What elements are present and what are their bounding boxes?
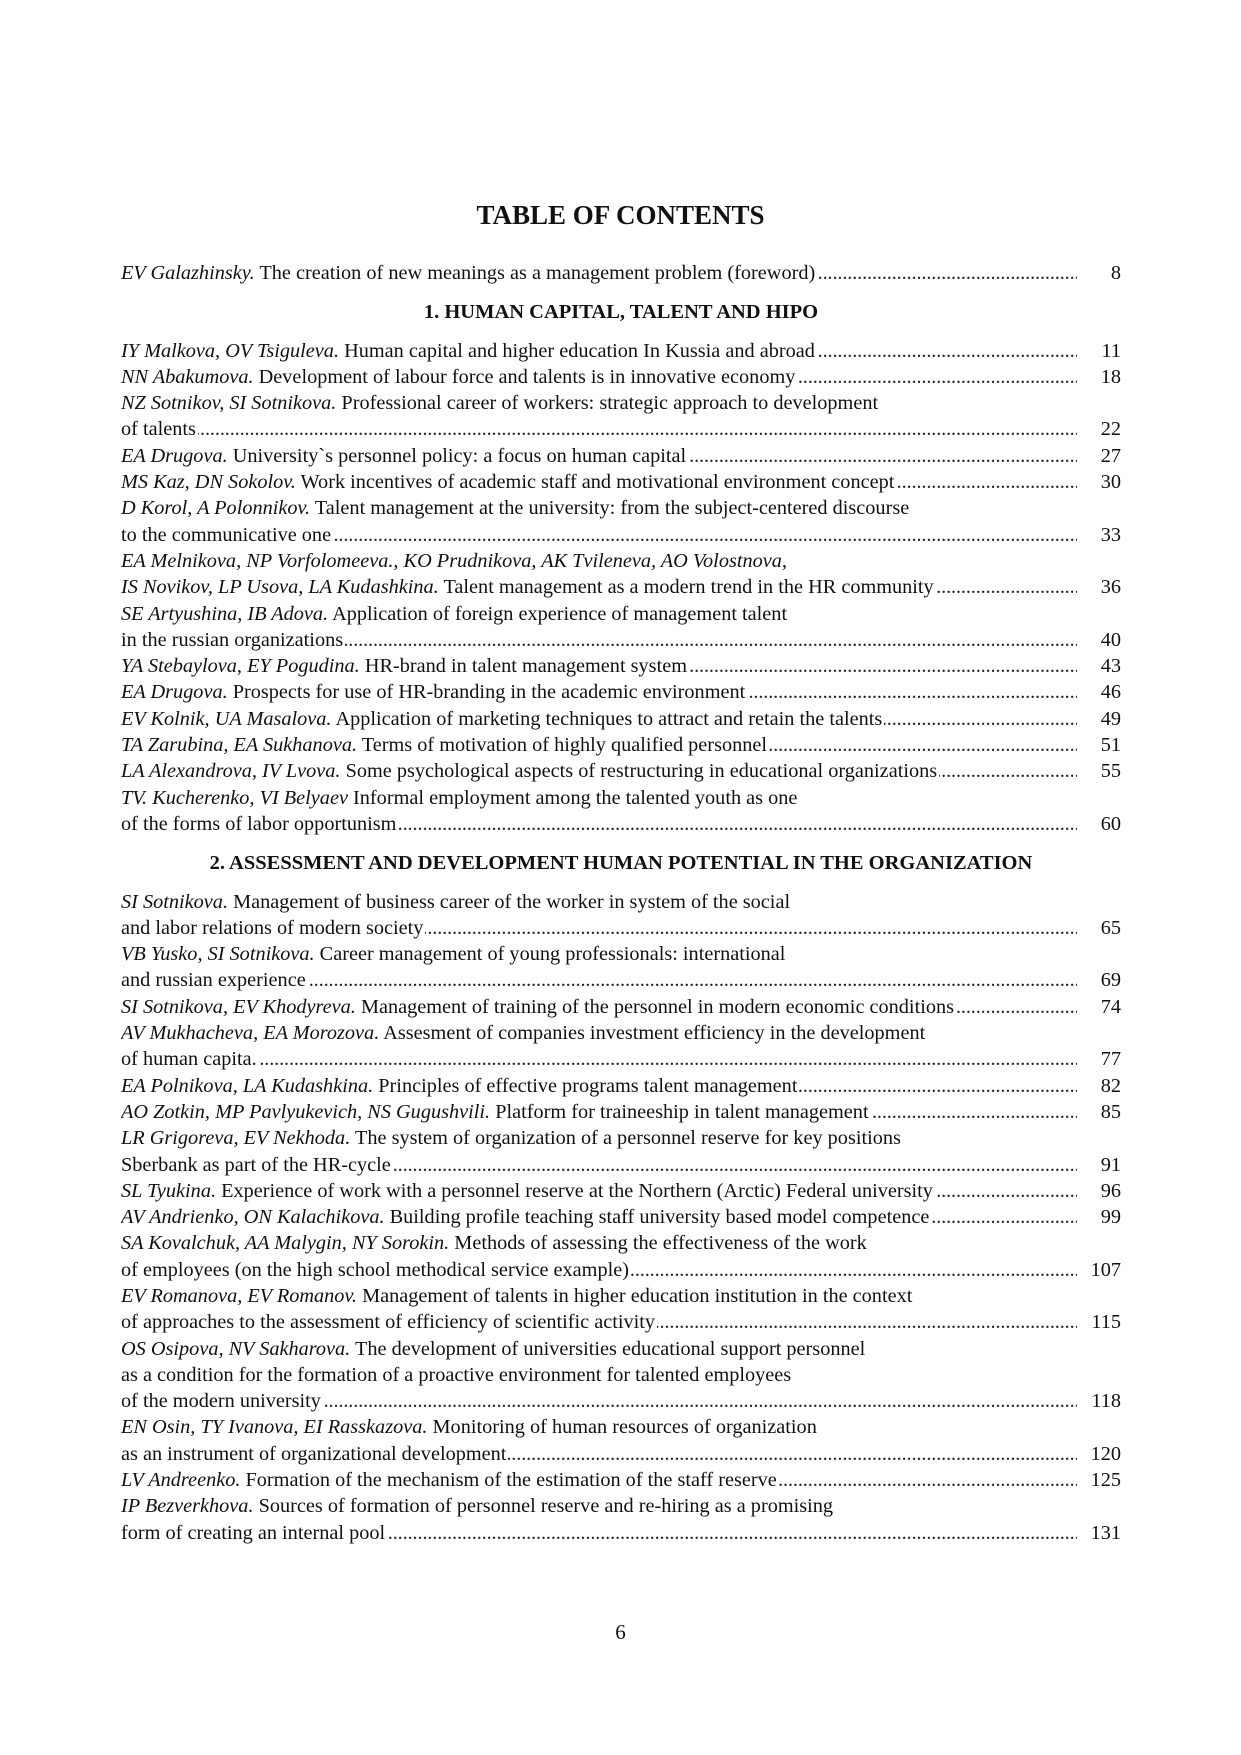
entry-line	[121, 1152, 1121, 1178]
entry-page-number: 85	[1077, 1099, 1121, 1125]
entry-author: NN Abakumova.	[121, 365, 254, 388]
entry-page-number: 55	[1077, 758, 1121, 784]
entry-author: AO Zotkin, MP Pavlyukevich, NS Gugushvili.	[121, 1100, 491, 1123]
toc-entry	[121, 785, 1121, 838]
entry-title: Prospects for use of HR-branding in the academic environment	[227, 681, 746, 704]
entry-author: EA Drugova.	[121, 681, 228, 704]
entry-title: Application of foreign experience of management talent	[328, 602, 788, 625]
entry-text	[121, 576, 936, 598]
foreword-entry	[121, 260, 1121, 286]
entry-author: IY Malkova, OV Tsiguleva.	[121, 339, 340, 362]
entry-text	[121, 1127, 903, 1149]
entry-text	[121, 1154, 393, 1176]
entry-line	[121, 364, 1121, 390]
entry-author: TV. Kucherenko, VI Belyaev	[121, 786, 348, 809]
entry-title: The creation of new meanings as a management problem (foreword)	[254, 262, 816, 284]
entry-text	[121, 392, 880, 414]
entry-line	[121, 1230, 1121, 1256]
entry-line	[121, 1257, 1121, 1283]
entry-line	[121, 1125, 1121, 1151]
toc-entry	[121, 889, 1121, 942]
entry-line	[121, 469, 1121, 495]
entry-text	[121, 1390, 323, 1412]
entry-text	[121, 891, 792, 913]
entry-text	[121, 418, 198, 440]
entry-title: Management of training of the personnel in modern economic conditions	[355, 995, 955, 1018]
entry-title: and labor relations of modern society	[121, 916, 424, 939]
entry-title: Platform for traineeship in talent management	[490, 1100, 869, 1123]
page-number: 6	[615, 1620, 626, 1644]
entry-text	[121, 681, 747, 703]
entry-title: Professional career of workers: strategic approach to development	[336, 392, 879, 415]
entry-line	[121, 1520, 1121, 1546]
entry-line	[121, 495, 1121, 521]
entry-line	[121, 941, 1121, 967]
entry-page-number: 125	[1077, 1467, 1121, 1493]
toc-entry	[121, 364, 1121, 390]
entry-line	[121, 601, 1121, 627]
entry-line	[121, 1178, 1121, 1204]
entry-title: Monitoring of human resources of organization	[427, 1416, 817, 1439]
entry-title: Sberbank as part of the HR-cycle	[121, 1153, 391, 1176]
entry-title: and russian experience	[121, 969, 306, 992]
entry-text	[121, 629, 345, 651]
entry-text	[121, 708, 884, 730]
entry-title: as an instrument of organizational development	[121, 1442, 507, 1465]
toc-entry	[121, 994, 1121, 1020]
entry-line	[121, 574, 1121, 600]
entry-author: EV Galazhinsky.	[121, 262, 255, 284]
entry-line	[121, 1020, 1121, 1046]
entry-text	[121, 1075, 799, 1097]
entry-page-number: 131	[1077, 1520, 1121, 1546]
entry-text	[121, 760, 939, 782]
entry-page-number: 69	[1077, 967, 1121, 993]
entry-page-number: 120	[1077, 1441, 1121, 1467]
entry-text	[121, 1311, 657, 1333]
toc-entry	[121, 653, 1121, 679]
entry-text	[121, 813, 398, 835]
toc-entry	[121, 679, 1121, 705]
entry-line	[121, 627, 1121, 653]
entry-author: LV Andreenko.	[121, 1469, 241, 1492]
entry-line	[121, 1441, 1121, 1467]
entry-author: AV Mukhacheva, EA Morozova.	[121, 1022, 380, 1045]
entry-line	[121, 706, 1121, 732]
entry-title: Talent management at the university: from the subject-centered discourse	[310, 497, 910, 520]
entry-title: of approaches to the assessment of efficiency of scientific activity	[121, 1311, 656, 1334]
entry-page-number: 77	[1077, 1046, 1121, 1072]
entry-text	[121, 550, 789, 572]
entry-page-number: 33	[1077, 522, 1121, 548]
entry-text	[121, 655, 689, 677]
entry-page-number: 65	[1077, 915, 1121, 941]
toc-entry	[121, 1178, 1121, 1204]
entry-title: Informal employment among the talented youth as one	[347, 786, 798, 809]
entry-text	[121, 1206, 931, 1228]
entry-line	[121, 679, 1121, 705]
entry-page-number: 107	[1077, 1257, 1121, 1283]
entry-title: Career management of young professionals: international	[314, 943, 786, 966]
entry-author: YA Stebaylova, EY Pogudina.	[121, 655, 360, 678]
entry-title: Some psychological aspects of restructuring in educational organizations	[340, 760, 938, 783]
entry-page-number: 43	[1077, 653, 1121, 679]
entry-page-number: 115	[1077, 1309, 1121, 1335]
entry-text	[121, 734, 769, 756]
entry-text	[121, 1101, 871, 1123]
toc-entry	[121, 758, 1121, 784]
entry-title: Principles of effective programs talent management	[373, 1074, 798, 1097]
entry-line	[121, 338, 1121, 364]
entry-title: in the russian organizations	[121, 628, 344, 651]
entry-line	[121, 1046, 1121, 1072]
entry-title: Work incentives of academic staff and motivational environment concept	[295, 471, 895, 494]
entry-title: Building profile teaching staff university based model competence	[384, 1206, 930, 1229]
entry-line	[121, 1414, 1121, 1440]
toc-entry	[121, 1099, 1121, 1125]
entry-author: SI Sotnikova.	[121, 890, 229, 913]
entry-line	[121, 785, 1121, 811]
entry-text	[121, 1495, 835, 1517]
toc-entry	[121, 443, 1121, 469]
entry-text	[121, 1364, 793, 1386]
entry-line	[121, 1336, 1121, 1362]
toc-entry	[121, 469, 1121, 495]
entry-text	[121, 497, 911, 519]
entry-page-number: 118	[1077, 1388, 1121, 1414]
entry-title: of talents	[121, 418, 196, 441]
entry-text	[121, 445, 688, 467]
entry-author: EV Kolnik, UA Masalova.	[121, 707, 332, 730]
toc-entry	[121, 601, 1121, 654]
toc-entry	[121, 1125, 1121, 1178]
entry-author: SL Tyukina.	[121, 1179, 217, 1202]
entry-text	[121, 340, 817, 362]
entry-title: of employees (on the high school methodical service example)	[121, 1258, 629, 1281]
entry-author: EN Osin, TY Ivanova, EI Rasskazova.	[121, 1416, 428, 1439]
entry-author: D Korol, A Polonnikov.	[121, 497, 311, 520]
entry-title: Management of business career of the worker in system of the social	[228, 890, 791, 913]
entry-page-number: 99	[1077, 1204, 1121, 1230]
entry-text	[121, 1022, 927, 1044]
toc-entry	[121, 1230, 1121, 1283]
entry-page-number: 30	[1077, 469, 1121, 495]
toc-entry	[121, 390, 1121, 443]
entry-title: Development of labour force and talents is in innovative economy	[253, 365, 796, 388]
entry-title: The development of universities educational support personnel	[350, 1337, 866, 1360]
section-heading: 1. HUMAN CAPITAL, TALENT AND HIPO	[423, 301, 819, 324]
entry-page-number: 96	[1077, 1178, 1121, 1204]
entry-text	[121, 1048, 259, 1070]
entry-text	[121, 1285, 914, 1307]
entry-text	[121, 1522, 387, 1544]
entry-line	[121, 994, 1121, 1020]
toc-entry	[121, 1414, 1121, 1467]
entry-line	[121, 390, 1121, 416]
entry-title: of the forms of labor opportunism	[121, 812, 397, 835]
entry-author: OS Osipova, NV Sakharova.	[121, 1337, 351, 1360]
entry-author: EV Romanova, EV Romanov.	[121, 1284, 358, 1307]
entry-text	[121, 1443, 508, 1465]
entry-page-number: 11	[1077, 338, 1121, 364]
entry-author: LA Alexandrova, IV Lvova.	[121, 760, 341, 783]
entry-title: The system of organization of a personnel reserve for key positions	[350, 1127, 901, 1150]
entry-line	[121, 1362, 1121, 1388]
entry-page-number: 27	[1077, 443, 1121, 469]
entry-text	[121, 1469, 779, 1491]
entry-page-number: 8	[1077, 260, 1121, 286]
entry-line	[121, 1204, 1121, 1230]
entry-author: SA Kovalchuk, AA Malygin, NY Sorokin.	[121, 1232, 450, 1255]
entry-author: EA Drugova.	[121, 444, 228, 467]
entry-line	[121, 1309, 1121, 1335]
entry-text	[121, 1180, 935, 1202]
entry-text	[121, 917, 425, 939]
entry-title: Assesment of companies investment efficiency in the development	[379, 1022, 926, 1045]
entry-author: AV Andrienko, ON Kalachikova.	[121, 1206, 385, 1229]
entry-line	[121, 1467, 1121, 1493]
entry-title: form of creating an internal pool	[121, 1521, 386, 1544]
toc-entry	[121, 1020, 1121, 1073]
toc-entry	[121, 1467, 1121, 1493]
entry-author: IS Novikov, LP Usova, LA Kudashkina.	[121, 576, 439, 599]
toc-entry	[121, 1204, 1121, 1230]
toc-entry	[121, 732, 1121, 758]
entry-line	[121, 443, 1121, 469]
entry-text	[121, 471, 896, 493]
entry-page-number: 36	[1077, 574, 1121, 600]
entry-title: Terms of motivation of highly qualified personnel	[357, 734, 768, 757]
toc-entry	[121, 706, 1121, 732]
entry-line	[121, 967, 1121, 993]
entry-title: Talent management as a modern trend in the HR community	[438, 576, 934, 599]
entry-line	[121, 653, 1121, 679]
entry-author: SI Sotnikova, EV Khodyreva.	[121, 995, 356, 1018]
entry-author: EA Melnikova, NP Vorfolomeeva., KO Prudnikova, AK Tvileneva, AO Volostnova,	[121, 549, 787, 572]
entry-author: NZ Sotnikov, SI Sotnikova.	[121, 392, 337, 415]
toc-entry	[121, 338, 1121, 364]
toc-entry	[121, 941, 1121, 994]
toc-entry	[121, 1493, 1121, 1546]
entry-line	[121, 1099, 1121, 1125]
entry-title: Experience of work with a personnel reserve at the Northern (Arctic) Federal university	[216, 1179, 933, 1202]
toc-entry	[121, 1283, 1121, 1336]
entry-line	[121, 1388, 1121, 1414]
entry-title: of the modern university	[121, 1390, 321, 1413]
entry-title: Methods of assessing the effectiveness of the work	[449, 1232, 867, 1255]
entry-title: Sources of formation of personnel reserve and re-hiring as a promising	[253, 1495, 834, 1518]
entry-title: Application of marketing techniques to attract and retain the talents	[331, 707, 883, 730]
entry-text	[121, 787, 799, 809]
entry-line	[121, 522, 1121, 548]
entry-title: HR-brand in talent management system	[359, 655, 687, 678]
entry-text	[121, 969, 308, 991]
entry-title: as a condition for the formation of a proactive environment for talented employees	[121, 1363, 792, 1386]
entry-text	[121, 603, 789, 625]
entry-text	[121, 1416, 819, 1438]
entry-author: LR Grigoreva, EV Nekhoda.	[121, 1127, 351, 1150]
entry-text	[121, 1232, 869, 1254]
entry-line	[121, 1283, 1121, 1309]
entry-title: to the communicative one	[121, 523, 332, 546]
table-of-contents	[121, 260, 1121, 1546]
entry-page-number: 51	[1077, 732, 1121, 758]
toc-entry	[121, 495, 1121, 548]
entry-line	[121, 758, 1121, 784]
entry-title: Management of talents in higher education institution in the context	[357, 1284, 913, 1307]
entry-line	[121, 915, 1121, 941]
entry-author: MS Kaz, DN Sokolov.	[121, 471, 296, 494]
entry-line	[121, 811, 1121, 837]
page-title: TABLE OF CONTENTS	[476, 200, 765, 230]
entry-title: of human capita.	[121, 1048, 257, 1071]
entry-author: SE Artyushina, IB Adova.	[121, 602, 329, 625]
toc-entry	[121, 548, 1121, 601]
entry-line	[121, 260, 1121, 286]
entry-line	[121, 1493, 1121, 1519]
entry-text	[121, 943, 787, 965]
entry-page-number: 60	[1077, 811, 1121, 837]
entry-text	[121, 262, 817, 284]
entry-line	[121, 548, 1121, 574]
entry-text	[121, 1259, 631, 1281]
entry-page-number: 22	[1077, 416, 1121, 442]
entry-page-number: 74	[1077, 994, 1121, 1020]
entry-line	[121, 732, 1121, 758]
section-heading: 2. ASSESSMENT AND DEVELOPMENT HUMAN POTENTIAL IN THE ORGANIZATION	[209, 852, 1033, 875]
entry-line	[121, 889, 1121, 915]
entry-page-number: 40	[1077, 627, 1121, 653]
entry-title: University`s personnel policy: a focus on human capital	[227, 444, 687, 467]
entry-author: IP Bezverkhova.	[121, 1495, 254, 1518]
entry-author: EA Polnikova, LA Kudashkina.	[121, 1074, 374, 1097]
entry-text	[121, 996, 956, 1018]
entry-title: Human capital and higher education In Kussia and abroad	[339, 339, 815, 362]
entry-text	[121, 524, 333, 546]
toc-entry	[121, 1336, 1121, 1415]
entry-text	[121, 1338, 867, 1360]
entry-page-number: 49	[1077, 706, 1121, 732]
entry-title: Formation of the mechanism of the estimation of the staff reserve	[240, 1469, 777, 1492]
entry-author: TA Zarubina, EA Sukhanova.	[121, 734, 358, 757]
toc-entry	[121, 1073, 1121, 1099]
entry-line	[121, 416, 1121, 442]
entry-author: VB Yusko, SI Sotnikova.	[121, 943, 315, 966]
entry-page-number: 18	[1077, 364, 1121, 390]
entry-page-number: 91	[1077, 1152, 1121, 1178]
entry-page-number: 82	[1077, 1073, 1121, 1099]
entry-page-number: 46	[1077, 679, 1121, 705]
entry-line	[121, 1073, 1121, 1099]
entry-text	[121, 366, 797, 388]
